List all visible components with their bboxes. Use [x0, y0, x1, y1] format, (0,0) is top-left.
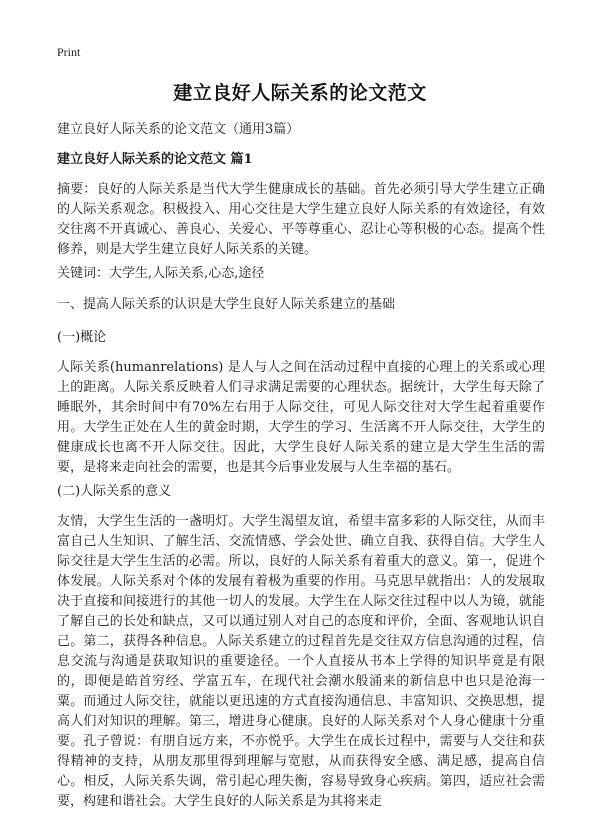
heading-part-one: 一、提高人际关系的认识是大学生良好人际关系建立的基础	[57, 297, 396, 312]
abstract-paragraph: 摘要：良好的人际关系是当代大学生健康成长的基础。首先必须引导大学生建立正确的人际关系观念。积极投入、用心交往是大学生建立良好人际关系的有效途径，有效交往离不开真诚心、善良心、关爱心、平等尊重心、忍让心等积极的心态。提高个性修养，则是大学生建立良好人际关系的关键。	[57, 182, 545, 257]
document-subtitle: 建立良好人际关系的论文范文（通用3篇）	[57, 122, 300, 137]
document-title: 建立良好人际关系的论文范文	[173, 82, 427, 104]
keywords-line: 关键词：大学生,人际关系,心态,途径	[57, 266, 265, 281]
body-paragraph: 人际关系(humanrelations) 是人与人之间在活动过程中直接的心理上的关系或心理上的距离。人际关系反映着人们寻求满足需要的心理状态。据统计，大学生每天除了睡眠外，其余时间中有70%左右用于人际交往，可见人际交往对大学生起着重要作用。大学生正处在人生的黄金时期，大学生的学习、生活离不开人际交往，大学生的健康成长也离不开人际交往。因此，大学生良好人际关系的建立是大学生生活的需要，是将来走向社会的需要，也是其今后事业发展与人生幸福的基石。	[57, 360, 545, 475]
section-heading: 建立良好人际关系的论文范文 篇1	[57, 152, 253, 167]
print-label[interactable]: Print	[57, 45, 81, 59]
heading-significance: (二)人际关系的意义	[57, 484, 172, 499]
body-paragraph: 友情，大学生生活的一盏明灯。大学生渴望友谊，希望丰富多彩的人际交往，从而丰富自己人生知识、了解生活、交流情感、学会处世、确立自我、获得自信。大学生人际交往是大学生生活的必需。所以，良好的人际关系有着重大的意义。第一，促进个体发展。人际关系对个体的发展有着极为重要的作用。马克思早就指出：人的发展取决于直接和间接进行的其他一切人的发展。大学生在人际交往过程中以人为镜，就能了解自己的长处和缺点，又可以通过别人对自己的态度和评价，全面、客观地认识自己。第二，获得各种信息。人际关系建立的过程首先是交往双方信息沟通的过程，信息交流与沟通是获取知识的重要途径。一个人直接从书本上学得的知识毕竟是有限的，即便是皓首穷经、学富五车，在现代社会潮水般涌来的新信息中也只是沧海一粟。而通过人际交往，就能以更迅速的方式直接沟通信息、丰富知识、交换思想，提高人们对知识的理解。第三，增进身心健康。良好的人际关系对个人身心健康十分重要。孔子曾说：有朋自远方来，不亦悦乎。大学生在成长过程中，需要与人交往和获得精神的支持，从朋友那里得到理解与宽慰，从而获得安全感、满足感，提高自信心。相反，人际关系失调，常引起心理失衡，容易导致身心疾病。第四，适应社会需要，构建和谐社会。大学生良好的人际关系是为其将来走	[57, 514, 545, 809]
heading-overview: (一)概论	[57, 330, 107, 345]
